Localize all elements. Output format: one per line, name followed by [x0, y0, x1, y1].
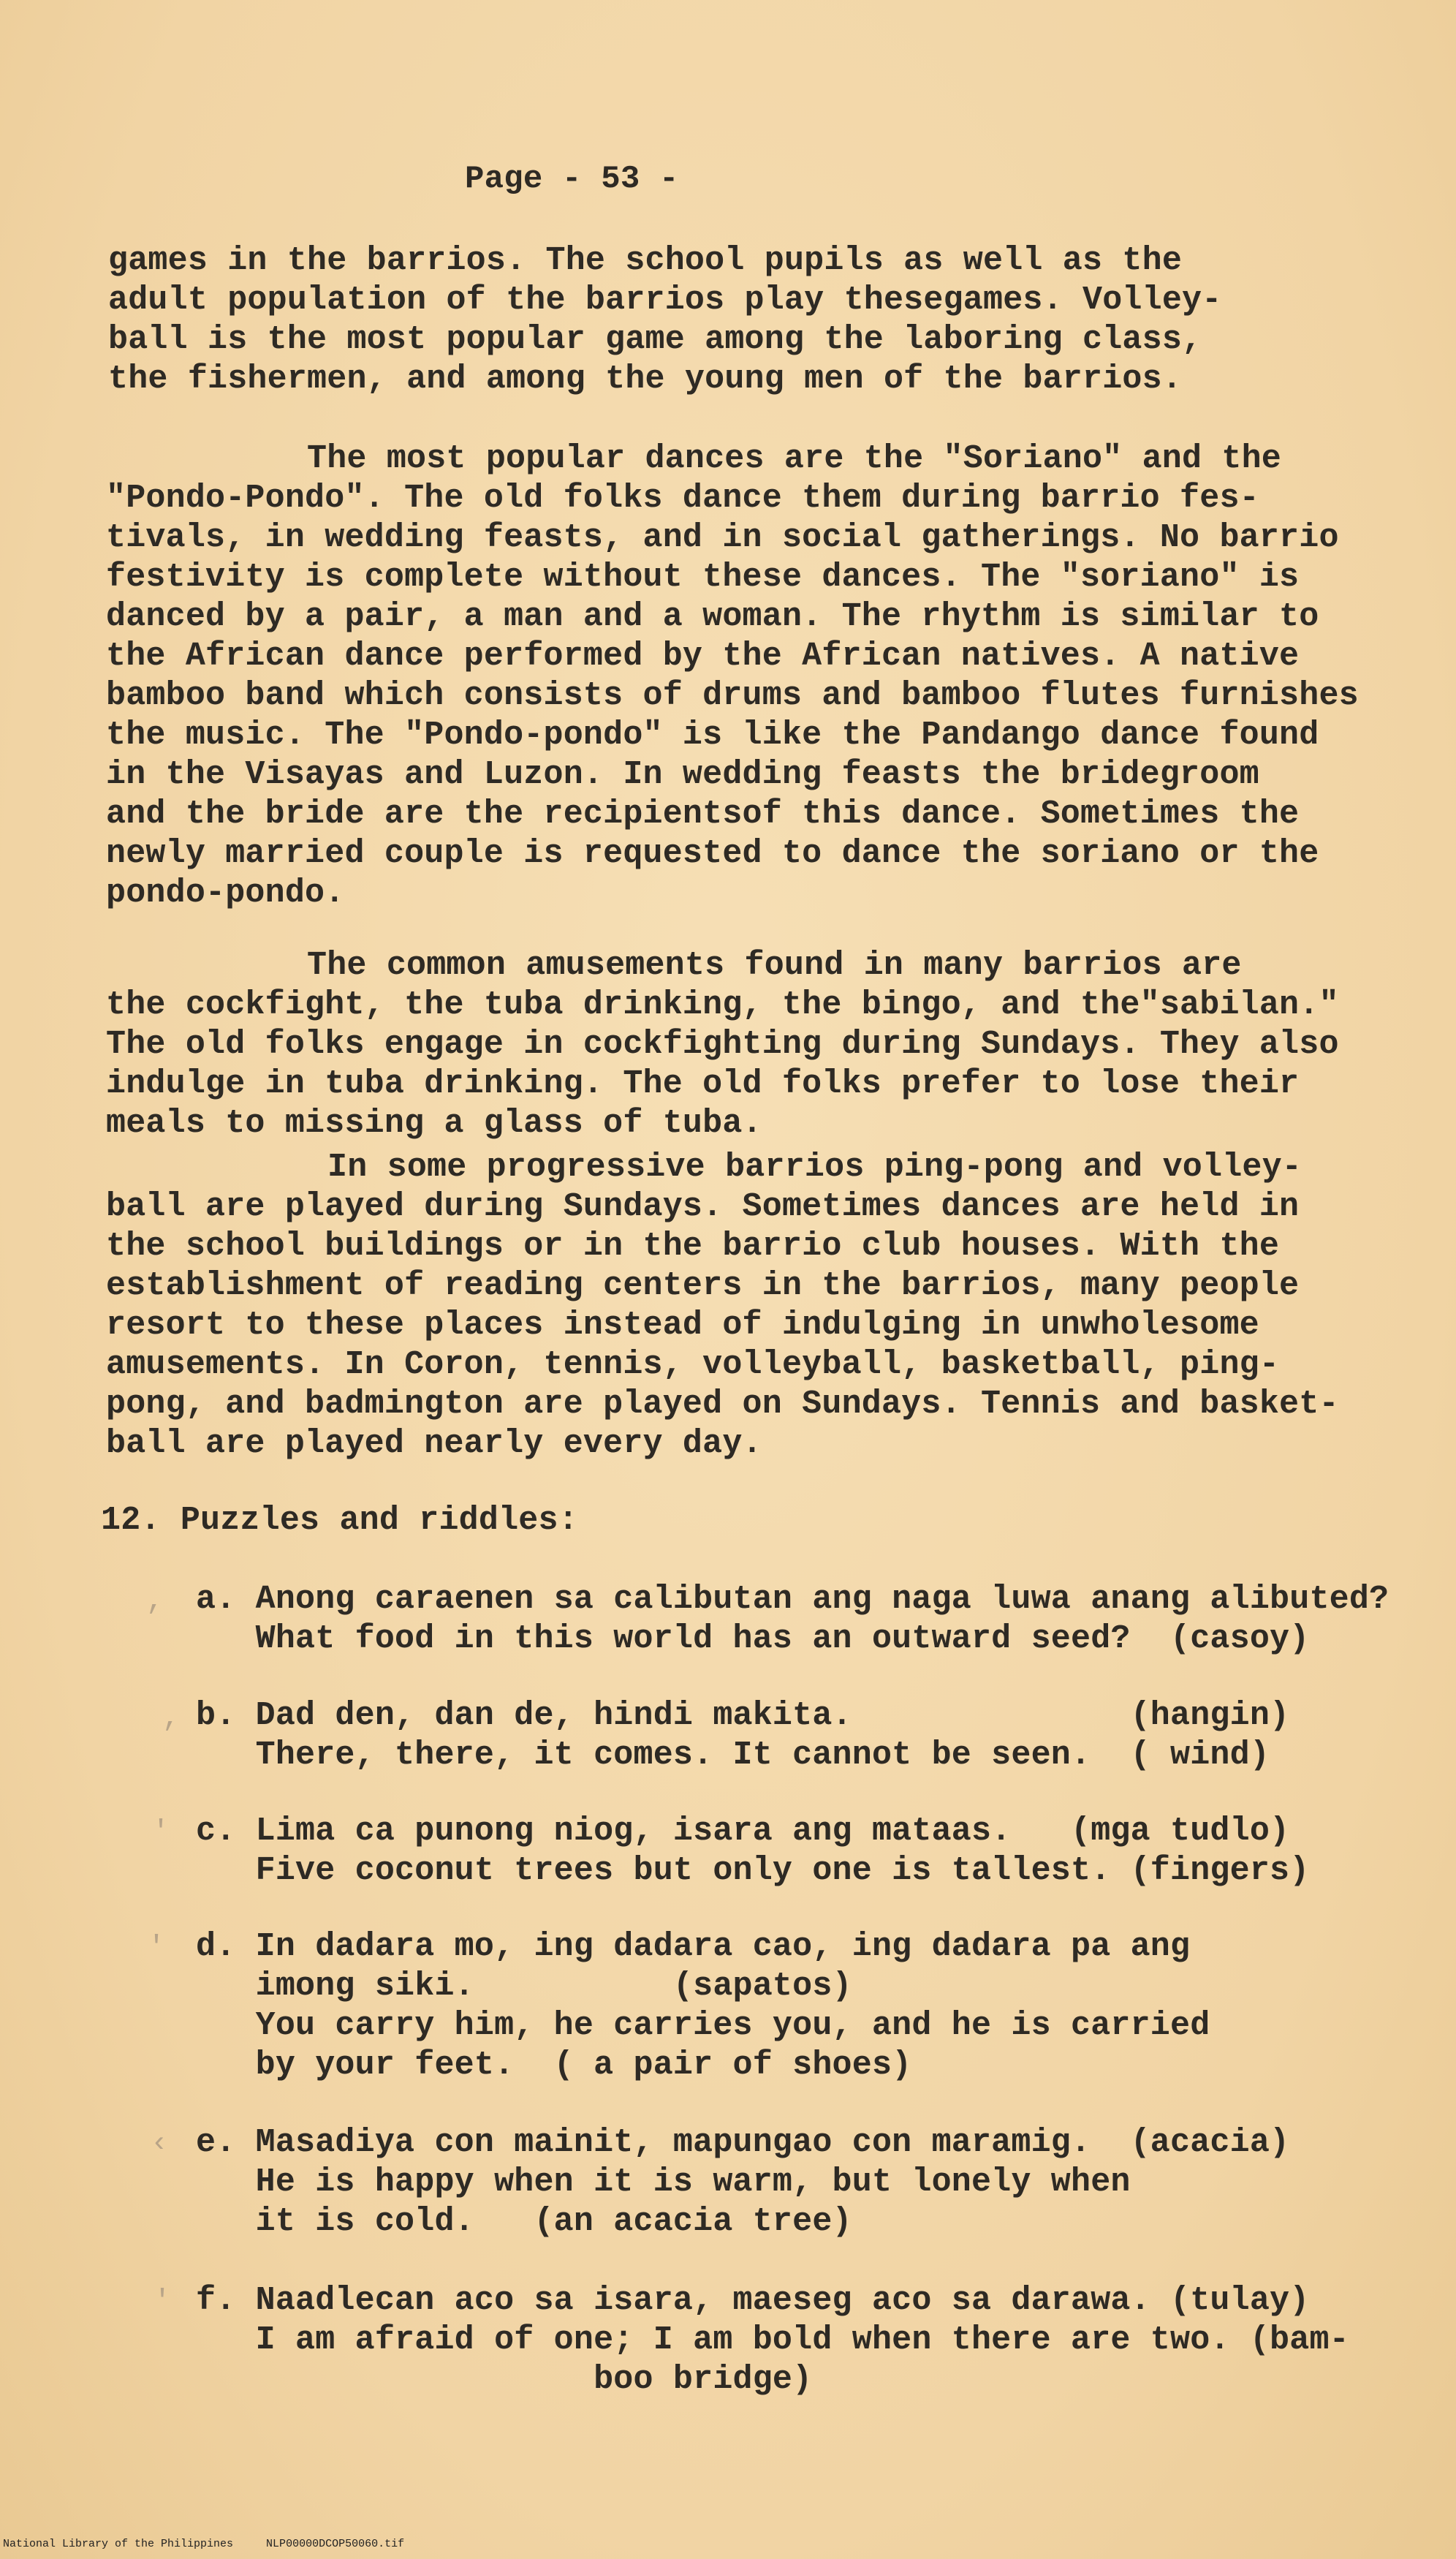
- riddle-line: Five coconut trees but only one is tallest. (fingers): [196, 1852, 1310, 1889]
- paragraph-line: indulge in tuba drinking. The old folks prefer to lose their: [106, 1065, 1300, 1103]
- riddle-line: by your feet. ( a pair of shoes): [196, 2046, 912, 2084]
- paragraph-line: resort to these places instead of indulging in unwholesome: [106, 1307, 1259, 1344]
- paragraph-line: games in the barrios. The school pupils as well as the: [108, 242, 1183, 279]
- section-heading: 12. Puzzles and riddles:: [101, 1502, 578, 1539]
- paragraph-line: and the bride are the recipientsof this dance. Sometimes the: [106, 795, 1300, 833]
- paragraph-line: the school buildings or in the barrio club houses. With the: [106, 1228, 1280, 1265]
- paragraph-line: The old folks engage in cockfighting during Sundays. They also: [106, 1026, 1339, 1063]
- scan-footer: National Library of the Philippines NLP00000DCOP50060.tif: [3, 2538, 405, 2550]
- paragraph-line: tivals, in wedding feasts, and in social gatherings. No barrio: [106, 519, 1339, 556]
- riddle-line: There, there, it comes. It cannot be seen. ( wind): [196, 1736, 1270, 1774]
- paragraph-line: pong, and badmington are played on Sundays. Tennis and basket-: [106, 1386, 1339, 1423]
- paragraph-line: amusements. In Coron, tennis, volleyball, basketball, ping-: [106, 1346, 1280, 1383]
- riddle-line: imong siki. (sapatos): [196, 1968, 852, 2005]
- margin-tick-mark: ,: [146, 1585, 164, 1618]
- paragraph-line: ball are played during Sundays. Sometimes dances are held in: [106, 1188, 1300, 1225]
- paragraph-line: meals to missing a glass of tuba.: [106, 1105, 762, 1142]
- paragraph-line: In some progressive barrios ping-pong and volley-: [327, 1149, 1303, 1186]
- riddle-line: You carry him, he carries you, and he is carried: [196, 2007, 1210, 2044]
- riddle-line: f. Naadlecan aco sa isara, maeseg aco sa darawa. (tulay): [196, 2282, 1310, 2319]
- paragraph-line: newly married couple is requested to dance the soriano or the: [106, 835, 1319, 872]
- paragraph-line: ball is the most popular game among the laboring class,: [108, 321, 1202, 358]
- riddle-line: What food in this world has an outward seed? (casoy): [196, 1620, 1310, 1658]
- paragraph-line: "Pondo-Pondo". The old folks dance them during barrio fes-: [106, 480, 1259, 517]
- riddle-line: He is happy when it is warm, but lonely when: [196, 2163, 1131, 2201]
- riddle-line: b. Dad den, dan de, hindi makita. (hangin): [196, 1697, 1290, 1734]
- paragraph-line: the music. The "Pondo-pondo" is like the Pandango dance found: [106, 717, 1319, 754]
- paragraph-line: The most popular dances are the "Soriano" and the: [307, 440, 1282, 477]
- paragraph-line: The common amusements found in many barrios are: [307, 947, 1242, 984]
- riddle-line: boo bridge): [196, 2361, 813, 2398]
- riddle-line: d. In dadara mo, ing dadara cao, ing dadara pa ang: [196, 1928, 1191, 1965]
- paragraph-line: in the Visayas and Luzon. In wedding feasts the bridegroom: [106, 756, 1259, 793]
- paragraph-line: the fishermen, and among the young men of the barrios.: [108, 360, 1183, 398]
- paragraph-line: adult population of the barrios play thesegames. Volley-: [108, 281, 1222, 319]
- margin-tick-mark: ': [148, 1932, 166, 1965]
- riddle-line: it is cold. (an acacia tree): [196, 2203, 852, 2240]
- riddle-line: e. Masadiya con mainit, mapungao con maramig. (acacia): [196, 2124, 1290, 2161]
- paragraph-line: the African dance performed by the African natives. A native: [106, 638, 1300, 675]
- margin-tick-mark: ,: [162, 1702, 181, 1735]
- paragraph-line: pondo-pondo.: [106, 874, 345, 912]
- page-header: Page - 53 -: [465, 161, 679, 197]
- paragraph-line: danced by a pair, a man and a woman. The rhythm is similar to: [106, 598, 1319, 635]
- riddle-line: a. Anong caraenen sa calibutan ang naga luwa anang alibuted?: [196, 1581, 1389, 1618]
- paragraph-line: establishment of reading centers in the barrios, many people: [106, 1267, 1300, 1304]
- paragraph-line: ball are played nearly every day.: [106, 1425, 762, 1462]
- riddle-line: c. Lima ca punong niog, isara ang mataas. (mga tudlo): [196, 1813, 1290, 1850]
- margin-tick-mark: ': [153, 2286, 172, 2318]
- paragraph-line: festivity is complete without these dances. The "soriano" is: [106, 559, 1300, 596]
- margin-tick-mark: ‹: [151, 2128, 169, 2161]
- riddle-line: I am afraid of one; I am bold when there are two. (bam-: [196, 2321, 1349, 2359]
- paragraph-line: the cockfight, the tuba drinking, the bingo, and the"sabilan.": [106, 986, 1339, 1024]
- paragraph-line: bamboo band which consists of drums and bamboo flutes furnishes: [106, 677, 1359, 714]
- margin-tick-mark: ': [152, 1816, 170, 1849]
